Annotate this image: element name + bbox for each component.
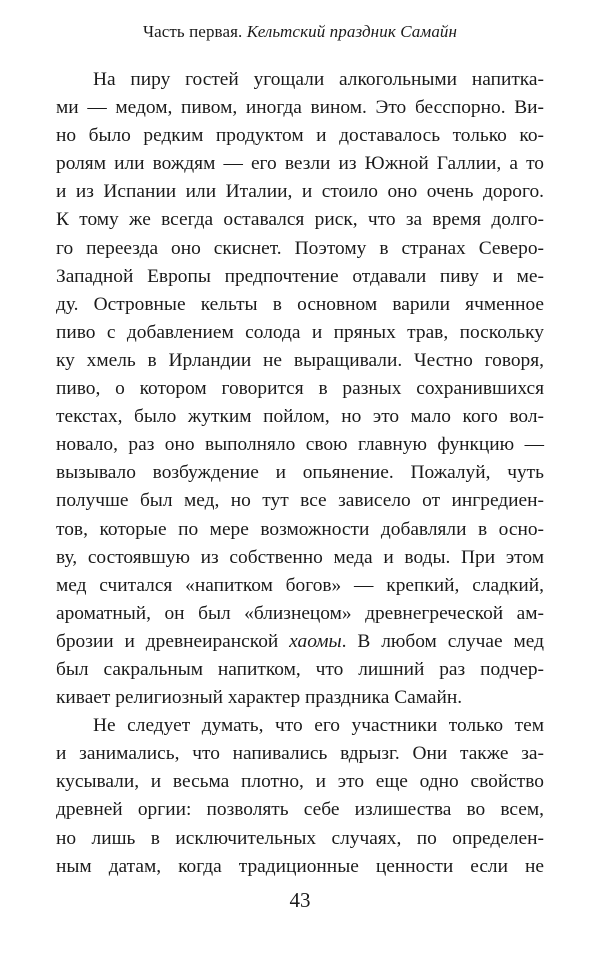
text-line: новало, раз оно выполняло свою главную функцию — [56, 434, 544, 456]
running-header [0, 22, 600, 42]
paragraph-2 [56, 712, 544, 881]
text-line: и из Испании или Италии, и стоило оно очень дорого. [56, 181, 544, 203]
chapter-title: Кельтский праздник Самайн [246, 22, 458, 41]
text-line: но было редким продуктом и доставалось только ко- [56, 125, 544, 147]
text-line: Западной Европы предпочтение отдавали пиву и ме- [56, 265, 544, 287]
text-line: тов, которые по мере возможности добавляли в осно- [56, 518, 544, 540]
text-line: ву, состоявшую из собственно меда и воды. При этом [56, 546, 544, 568]
text-line-mixed [56, 628, 544, 656]
text-line: пиво, о котором говорится в разных сохранившихся [56, 378, 544, 400]
text-line: ароматный, он был «близнецом» древнегреческой ам- [56, 602, 544, 624]
italic-term: хаомы [289, 630, 342, 652]
line-prefix: брозии и древнеиранской [56, 630, 290, 652]
text-line: На пиру гостей угощали алкогольными напитка- [93, 69, 544, 90]
text-line: Не следует думать, что его участники только тем [93, 715, 544, 737]
text-line: К тому же всегда оставался риск, что за время долго- [56, 209, 544, 231]
text-line: ным датам, когда традиционные ценности если не [56, 855, 544, 877]
text-line: текстах, было жутким пойлом, но это мало кого вол- [56, 406, 544, 428]
text-line: пиво с добавлением солода и пряных трав, поскольку [56, 321, 544, 343]
text-line: был сакральным напитком, что лишний раз подчер- [56, 658, 544, 680]
text-line: древней оргии: позволять себе излишества во всем, [56, 799, 544, 821]
body-text [56, 66, 544, 881]
paragraph-1 [56, 66, 544, 712]
text-line: ду. Островные кельты в основном варили ячменное [56, 293, 544, 315]
text-line: кусывали, и весьма плотно, и это еще одно свойство [56, 771, 544, 793]
text-line: и занимались, что напивались вдрызг. Они также за- [56, 743, 544, 765]
text-line: мед считался «напитком богов» — крепкий, сладкий, [56, 574, 544, 596]
text-line: ку хмель в Ирландии не выращивали. Честно говоря, [56, 349, 544, 371]
text-line: ролям или вождям — его везли из Южной Галлии, а то [56, 153, 544, 175]
text-line: но лишь в исключительных случаях, по определен- [56, 827, 544, 849]
line-suffix: . В любом случае мед [341, 630, 544, 652]
page-number: 43 [289, 888, 311, 912]
text-line: кивает религиозный характер праздника Самайн. [56, 687, 463, 709]
part-title: Часть первая. [142, 22, 243, 41]
text-line: вызывало возбуждение и опьянение. Пожалуй, чуть [56, 462, 544, 484]
text-line: го переезда оно скиснет. Поэтому в странах Северо- [56, 237, 544, 259]
text-line: ми — медом, пивом, иногда вином. Это бесспорно. Ви- [56, 97, 544, 119]
text-line: получше был мед, но тут все зависело от ингредиен- [56, 490, 544, 512]
